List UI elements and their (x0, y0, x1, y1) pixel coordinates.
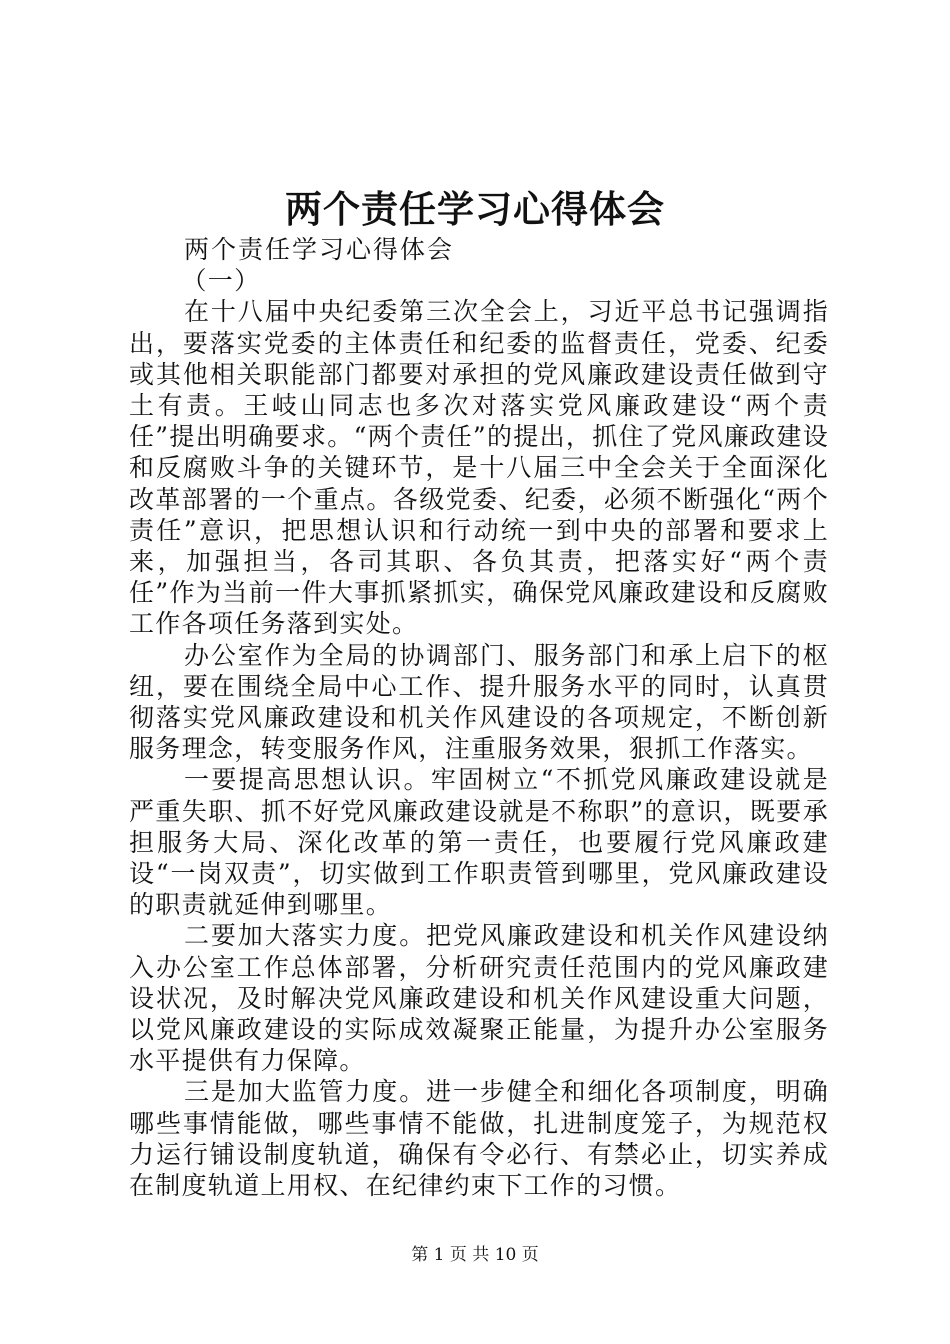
paragraph-5: 三是加大监管力度。进一步健全和细化各项制度，明确哪些事情能做，哪些事情不能做，扎进制度笼子，为规范权力运行铺设制度轨道，确保有令必行、有禁必止，切实养成在制度轨道上用权、在纪律约束下工作的习惯。 (129, 1077, 829, 1201)
paragraph-3: 一要提高思想认识。牢固树立“不抓党风廉政建设就是严重失职、抓不好党风廉政建设就是不称职”的意识，既要承担服务大局、深化改革的第一责任，也要履行党风廉政建设“一岗双责”，切实做到工作职责管到哪里，党风廉政建设的职责就延伸到哪里。 (129, 765, 829, 920)
document-body (129, 234, 829, 1201)
paragraph-1: 在十八届中央纪委第三次全会上，习近平总书记强调指出，要落实党委的主体责任和纪委的监督责任，党委、纪委或其他相关职能部门都要对承担的党风廉政建设责任做到守土有责。王岐山同志也多次对落实党风廉政建设“两个责任”提出明确要求。“两个责任”的提出，抓住了党风廉政建设和反腐败斗争的关键环节，是十八届三中全会关于全面深化改革部署的一个重点。各级党委、纪委，必须不断强化“两个责任”意识，把思想认识和行动统一到中央的部署和要求上来，加强担当，各司其职、各负其责，把落实好“两个责任”作为当前一件大事抓紧抓实，确保党风廉政建设和反腐败工作各项任务落到实处。 (129, 297, 829, 639)
document-subtitle: 两个责任学习心得体会 (184, 235, 455, 264)
paragraph-2: 办公室作为全局的协调部门、服务部门和承上启下的枢纽，要在围绕全局中心工作、提升服务水平的同时，认真贯彻落实党风廉政建设和机关作风建设的各项规定，不断创新服务理念，转变服务作风，注重服务效果，狠抓工作落实。 (129, 640, 829, 764)
page-footer: 第 1 页 共 10 页 (411, 1245, 539, 1265)
section-number: （一） (181, 266, 261, 296)
document-title: 两个责任学习心得体会 (285, 187, 665, 231)
paragraph-4: 二要加大落实力度。把党风廉政建设和机关作风建设纳入办公室工作总体部署，分析研究责任范围内的党风廉政建设状况，及时解决党风廉政建设和机关作风建设重大问题，以党风廉政建设的实际成效凝聚正能量，为提升办公室服务水平提供有力保障。 (129, 921, 829, 1076)
